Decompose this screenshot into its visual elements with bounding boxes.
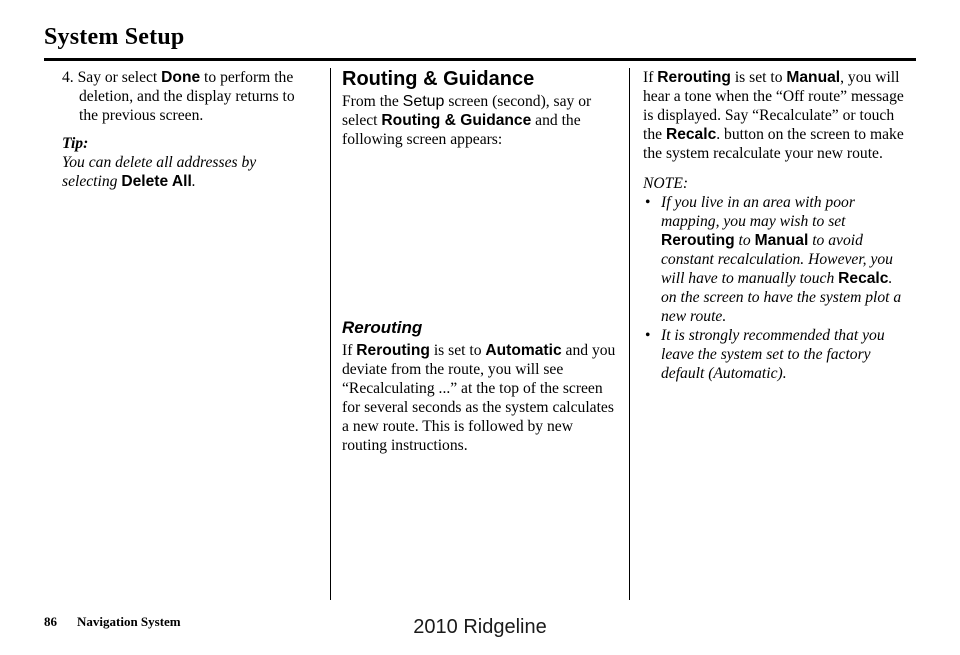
note-item: • If you live in an area with poor mapping, you may wish to set Rerouting to Manual to avoid constant recalculation. However, you will have to manually touch Recalc. on the screen to have the system plot a new route.	[643, 193, 911, 326]
manual-label: Manual	[786, 69, 841, 86]
column-right	[643, 68, 911, 383]
manual-label: Manual	[754, 232, 809, 249]
column-divider-2	[629, 68, 630, 600]
done-label: Done	[161, 69, 201, 86]
header-rule	[44, 58, 916, 61]
setup-label: Setup	[402, 93, 445, 110]
recalc-label: Recalc	[665, 126, 717, 143]
footer-section: Navigation System	[77, 614, 181, 629]
recalc-label: Recalc	[838, 270, 889, 287]
note-label: NOTE:	[643, 175, 689, 192]
page-title: System Setup	[44, 24, 185, 50]
screen-image-placeholder	[342, 149, 617, 318]
rerouting-paragraph: If Rerouting is set to Automatic and you deviate from the route, you will see “Recalculating ...” at the top of the screen for several seconds as the system calculates a new route. This is followed by new routing instructions.	[342, 342, 616, 454]
column-divider-1	[330, 68, 331, 600]
intro-paragraph: From the Setup screen (second), say or select Routing & Guidance and the following screen appears:	[342, 93, 592, 148]
tip-label: Tip:	[62, 135, 89, 152]
manual-paragraph: If Rerouting is set to Manual, you will hear a tone when the “Off route” message is displayed. Say “Recalculate” or touch the Recalc. button on the screen to make the system recalculate your new route.	[643, 69, 904, 162]
routing-guidance-label: Routing & Guidance	[381, 112, 532, 129]
column-left	[62, 68, 312, 191]
page-number: 86	[44, 614, 57, 629]
automatic-label: Automatic	[485, 342, 562, 359]
rerouting-label: Rerouting	[356, 342, 430, 359]
tip-text: You can delete all addresses by selecting Delete All.	[62, 154, 257, 190]
delete-all-label: Delete All	[121, 173, 192, 190]
watermark: 2010 Ridgeline	[413, 616, 547, 638]
note-list	[643, 193, 911, 383]
section-heading: Routing & Guidance	[342, 68, 535, 90]
column-middle	[342, 68, 617, 455]
note-item: • It is strongly recommended that you leave the system set to the factory default (Automatic).	[643, 326, 911, 383]
step-4: 4. Say or select Done to perform the deletion, and the display returns to the previous screen.	[62, 69, 295, 124]
subheading-rerouting: Rerouting	[342, 318, 423, 337]
rerouting-label: Rerouting	[657, 69, 731, 86]
rerouting-label: Rerouting	[661, 232, 735, 249]
